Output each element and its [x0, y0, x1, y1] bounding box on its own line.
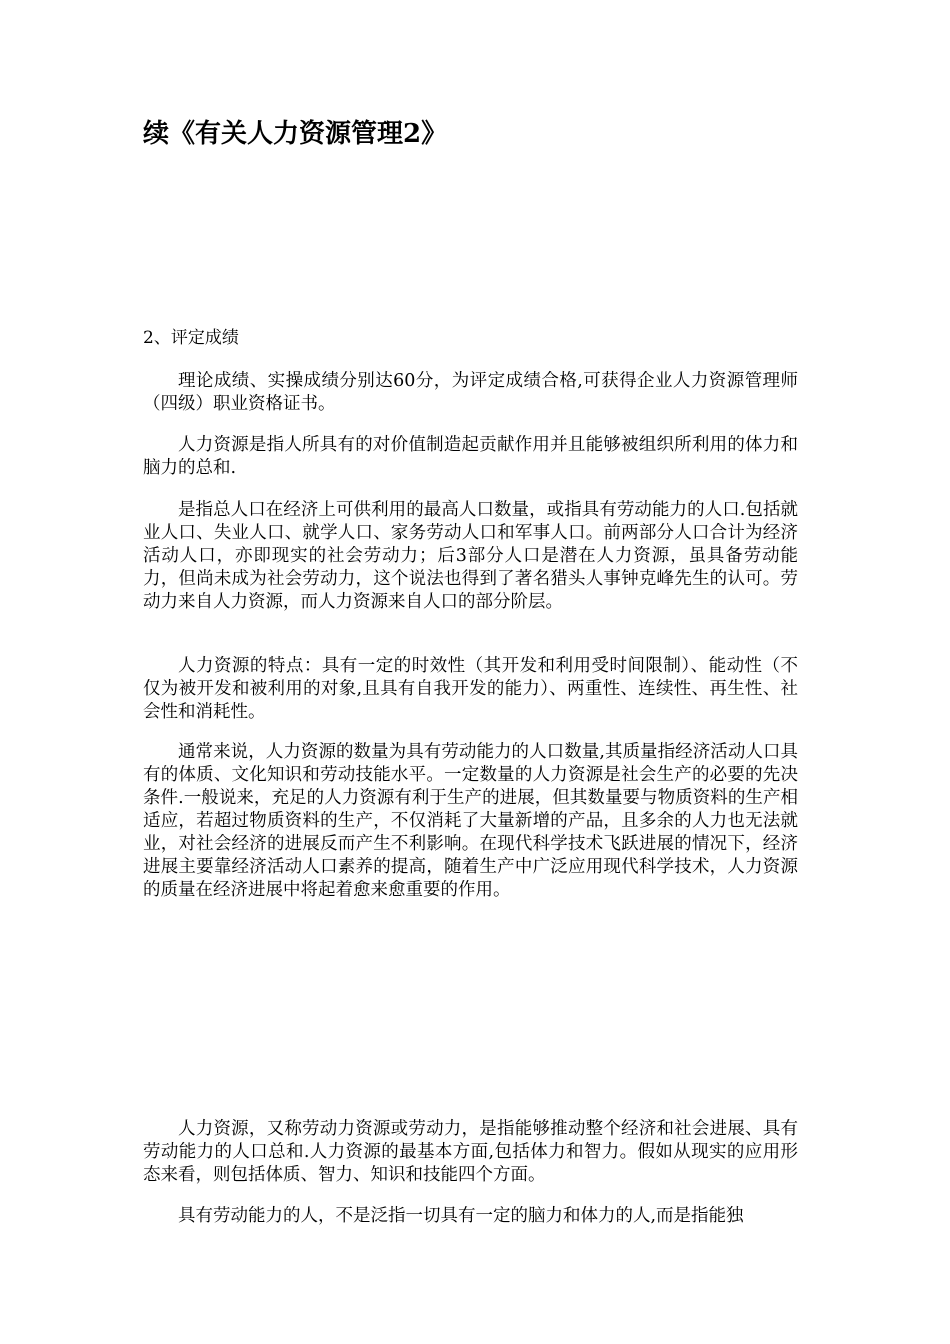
document-title: 续《有关人力资源管理2》 — [143, 119, 448, 149]
paragraph: 是指总人口在经济上可供利用的最高人口数量，或指具有劳动能力的人口.包括就业人口、失业人口、就学人口、家务劳动人口和军事人口。前两部分人口合计为经济活动人口，亦即现实的社会劳动力；后3部分人口是潜在人力资源，虽具备劳动能力，但尚未成为社会劳动力，这个说法也得到了著名猎头人事钟克峰先生的认可。劳动力来自人力资源，而人力资源来自人口的部分阶层。 — [143, 500, 798, 612]
section-heading: 2、评定成绩 — [143, 328, 239, 348]
paragraph: 人力资源的特点：具有一定的时效性（其开发和利用受时间限制）、能动性（不仅为被开发和被利用的对象,且具有自我开发的能力）、两重性、连续性、再生性、社会性和消耗性。 — [143, 656, 798, 722]
paragraph: 人力资源是指人所具有的对价值制造起贡献作用并且能够被组织所利用的体力和脑力的总和. — [143, 435, 798, 478]
paragraph: 人力资源，又称劳动力资源或劳动力，是指能够推动整个经济和社会进展、具有劳动能力的人口总和.人力资源的最基本方面,包括体力和智力。假如从现实的应用形态来看，则包括体质、智力、知识和技能四个方面。 — [143, 1119, 798, 1185]
paragraph: 具有劳动能力的人，不是泛指一切具有一定的脑力和体力的人,而是指能独 — [178, 1206, 744, 1226]
paragraph: 理论成绩、实操成绩分别达60分，为评定成绩合格,可获得企业人力资源管理师（四级）职业资格证书。 — [143, 371, 798, 414]
paragraph: 通常来说，人力资源的数量为具有劳动能力的人口数量,其质量指经济活动人口具有的体质、文化知识和劳动技能水平。一定数量的人力资源是社会生产的必要的先决条件.一般说来，充足的人力资源有利于生产的进展，但其数量要与物质资料的生产相适应，若超过物质资料的生产，不仅消耗了大量新增的产品，且多余的人力也无法就业，对社会经济的进展反而产生不利影响。在现代科学技术飞跃进展的情况下，经济进展主要靠经济活动人口素养的提高，随着生产中广泛应用现代科学技术，人力资源的质量在经济进展中将起着愈来愈重要的作用。 — [143, 742, 798, 900]
